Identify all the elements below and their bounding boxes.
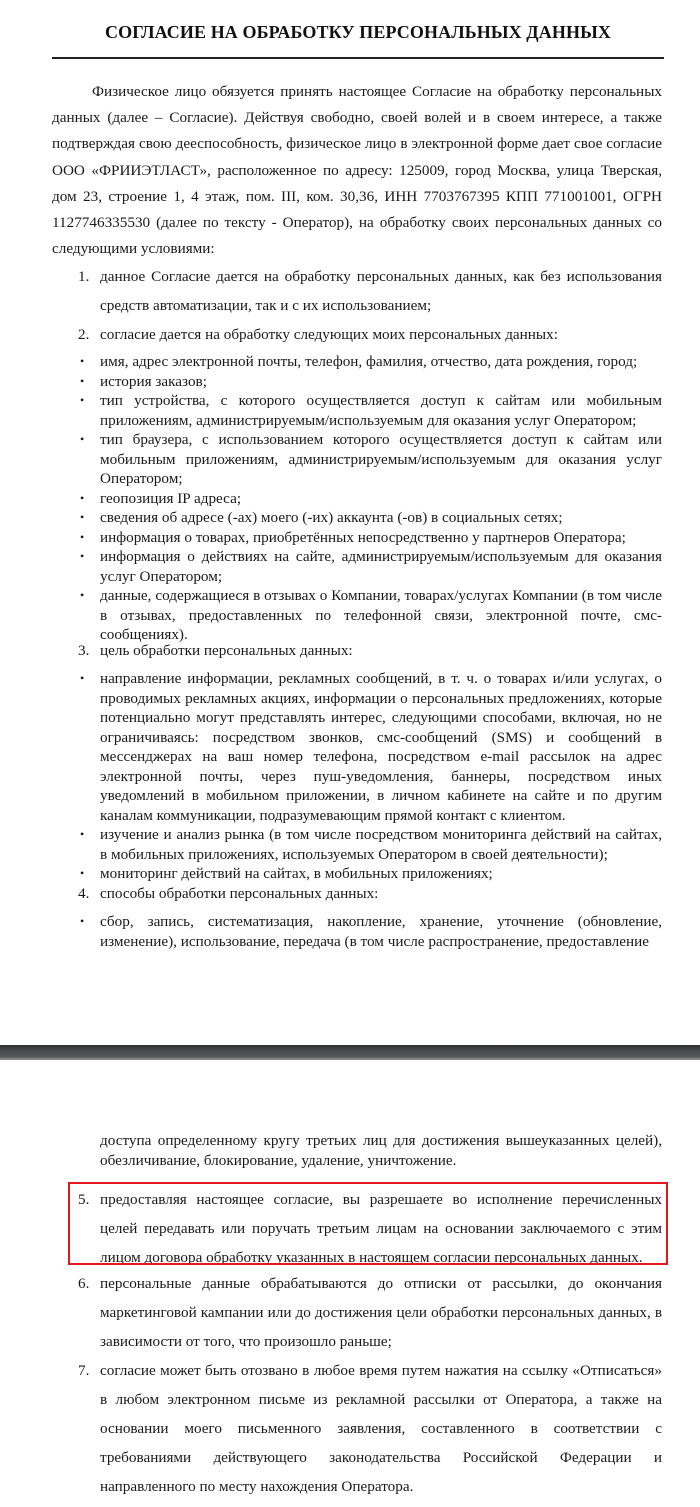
bullet-icon: •: [80, 671, 85, 685]
list-item: • имя, адрес электронной почты, телефон, фамилия, отчество, дата рождения, город;: [80, 353, 638, 370]
list-item: • сведения об адресе (-ах) моего (-их) аккаунта (-ов) в социальных сетях;: [80, 509, 563, 526]
item-number: 5.: [78, 1191, 90, 1208]
bullet-icon: •: [80, 529, 85, 544]
item-number: 2.: [78, 326, 90, 343]
item-number: 1.: [78, 268, 90, 285]
list-item-1: [78, 262, 662, 320]
list-item: • направление информации, рекламных сообщений, в т. ч. о товарах и/или услугах, о проводимых рекламных акциях, информации о персональных предложениях, которые потенциально могут представлять интерес, следующими способами, включая, но не ограничиваясь: посредством звонков, смс-сообщений (SMS) и сообщений в мессенджерах на ваш номер телефона, посредством e-mail рассылок на адрес электронной почты, через пуш-уведомления, баннеры, посредством иных уведомлений в мобильном приложении, в личном кабинете на сайте и по другим каналам коммуникации, подразумевающим прямой контакт с клиентом.: [80, 670, 662, 824]
list-item: • тип устройства, с которого осуществляется доступ к сайтам или мобильным приложениям, администрируемым/используемым для оказания услуг Оператором;: [80, 392, 662, 429]
item-number: 3.: [78, 642, 90, 659]
bullet-icon: •: [80, 393, 85, 407]
title-underline: [52, 57, 664, 59]
list-item: • сбор, запись, систематизация, накопление, хранение, уточнение (обновление, изменение), использование, передача (в том числе распространение, предоставление: [80, 913, 662, 950]
list-item: • информация о действиях на сайте, администрируемым/используемым для оказания услуг Оператором;: [80, 548, 662, 585]
list-item: • данные, содержащиеся в отзывах о Компании, товарах/услугах Компании (в том числе в отзывах, предоставленных по телефонной связи, электронной почте, смс-сообщениях).: [80, 587, 662, 643]
list-item: • мониторинг действий на сайтах, в мобильных приложениях;: [80, 865, 493, 882]
list-item: • геопозиция IP адреса;: [80, 489, 242, 507]
document-page-2: [0, 1061, 700, 1507]
item-text: цель обработки персональных данных:: [100, 642, 353, 659]
list-item: • изучение и анализ рынка (в том числе посредством мониторинга действий на сайтах, в мобильных приложениях, используемых Оператором в своей деятельности);: [80, 826, 662, 863]
bullet-icon: •: [80, 490, 85, 505]
methods-list-continuation: доступа определенному кругу третьих лиц для достижения вышеуказанных целей), обезличивание, блокирование, удаление, уничтожение.: [100, 1132, 662, 1169]
item-number: 4.: [78, 885, 90, 902]
item-text: способы обработки персональных данных:: [100, 885, 379, 902]
list-item-3: [78, 636, 662, 665]
bullet-icon: •: [80, 432, 85, 446]
bullet-icon: •: [80, 827, 85, 841]
item-number: 7.: [78, 1362, 90, 1379]
bullet-icon: •: [80, 866, 85, 880]
document-title: СОГЛАСИЕ НА ОБРАБОТКУ ПЕРСОНАЛЬНЫХ ДАННЫХ: [105, 22, 611, 42]
item-text: данное Согласие дается на обработку персональных данных, как без использования средств автоматизации, так и с их использованием;: [100, 268, 662, 314]
item-number: 6.: [78, 1275, 90, 1292]
intro-paragraph: Физическое лицо обязуется принять настоящее Согласие на обработку персональных данных (далее – Согласие). Действуя свободно, своей волей и в своем интересе, а также подтверждая свою дееспособность, физическое лицо в электронной форме дает свое согласие ООО «ФРИИЭТЛАСТ», расположенное по адресу: 125009, город Москва, улица Тверская, дом 23, строение 1, 4 этаж, пом. III, ком. 30,36, ИНН 7703767395 КПП 771001001, ОГРН 1127746335530 (далее по тексту - Оператор), на обработку своих персональных данных со следующими условиями:: [52, 83, 662, 258]
bullet-icon: •: [80, 354, 85, 368]
list-item-6: [78, 1269, 662, 1356]
purpose-list: [78, 669, 662, 884]
item-text: предоставляя настоящее согласие, вы разрешаете во исполнение перечисленных целей передавать или поручать третьим лицам на основании заключаемого с этим лицом договора обработку указанных в настоящем согласии персональных данных.: [100, 1191, 662, 1266]
bullet-icon: •: [80, 510, 85, 524]
item-text: согласие дается на обработку следующих моих персональных данных:: [100, 326, 558, 343]
bullet-icon: •: [80, 373, 85, 388]
personal-data-list: [78, 352, 662, 645]
bullet-icon: •: [80, 588, 85, 602]
methods-list: [78, 912, 662, 951]
list-item-4: [78, 879, 662, 908]
item-text: согласие может быть отозвано в любое время путем нажатия на ссылку «Отписаться» в любом электронном письме из рекламной рассылки от Оператора, а также на основании моего письменного заявления, составленного в соответствии с требованиями действующего законодательства Российской Федерации и направленного по месту нахождения Оператора.: [100, 1362, 662, 1495]
list-item: • история заказов;: [80, 372, 207, 390]
list-item-2: [78, 320, 662, 349]
bullet-icon: •: [80, 914, 85, 928]
item-text: персональные данные обрабатываются до отписки от рассылки, до окончания маркетинговой кампании или до достижения цели обработки персональных данных, в зависимости от того, что произошло раньше;: [100, 1275, 662, 1350]
list-item: • тип браузера, с использованием которого осуществляется доступ к сайтам или мобильным приложениям, администрируемым/используемым для оказания услуг Оператором;: [80, 431, 662, 487]
list-item: • информация о товарах, приобретённых непосредственно у партнеров Оператора;: [80, 528, 626, 546]
list-item-7: [78, 1356, 662, 1501]
highlight-box: [68, 1182, 668, 1265]
bullet-icon: •: [80, 549, 85, 563]
page-separator: [0, 1045, 700, 1060]
